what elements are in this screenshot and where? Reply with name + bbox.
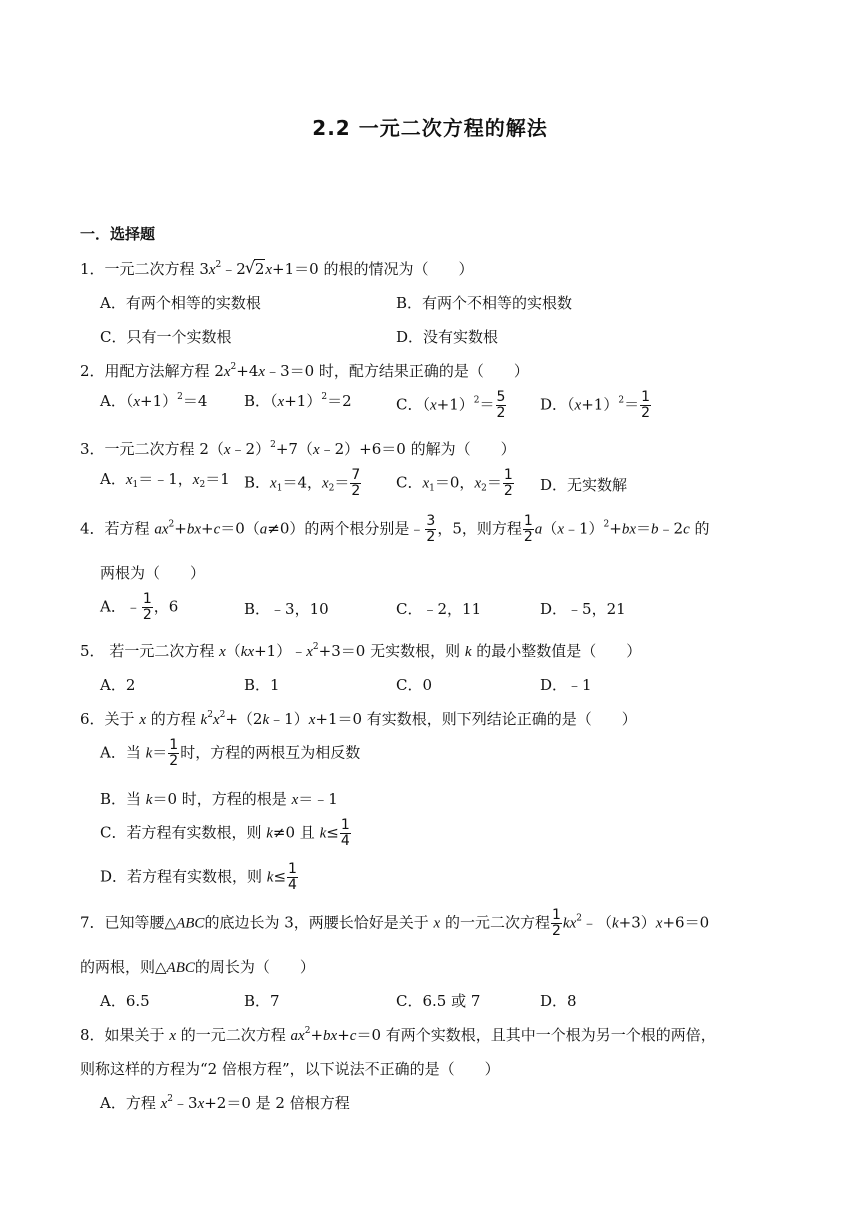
fraction: $\frac{1}{2}$ (169, 737, 179, 769)
q1-option-c: C．只有一个实数根 (100, 328, 232, 346)
page-title: 2.2 一元二次方程的解法 (312, 116, 548, 140)
fraction: $\frac{1}{2}$ (142, 591, 152, 623)
question-7-line-2: 的两根，则△ABC的周长为（ ） (80, 958, 315, 976)
q3-option-d: D．无实数解 (540, 476, 628, 494)
q1-option-d: D．没有实数根 (396, 328, 499, 346)
q7-option-a: A．6.5 (100, 992, 150, 1010)
q2-option-c: C．$(x+1)^2=$ $\frac{5}{2}$ (396, 389, 506, 421)
q4-option-b: B．﹣3，10 (244, 600, 329, 618)
q3-option-c: C．$x_1=0$，$x_2=$ $\frac{1}{2}$ (396, 467, 513, 499)
q5-option-c: C．0 (396, 676, 433, 694)
question-4: 4．若方程 $ax^2+bx+c=0(a\ne 0)$的两个根分别是﹣ $\frac{3}{2}$ ，5，则方程 $\frac{1}{2}$ a（x﹣1）$^2$+bx＝b﹣2c 的 (80, 513, 710, 545)
q1-option-b: B．有两个不相等的实根数 (396, 294, 573, 312)
q6-option-a: A．当 k＝ $\frac{1}{2}$ 时，方程的两根互为相反数 (100, 737, 361, 769)
fraction: $\frac{3}{2}$ (426, 513, 436, 545)
question-8: 8．如果关于 x 的一元二次方程 $ax^2+bx+c=0$ 有两个实数根，且其中一个根为另一个根的两倍， (80, 1026, 716, 1044)
q5-option-d: D．﹣1 (540, 676, 592, 694)
q4-option-a: A．﹣ $\frac{1}{2}$ ，6 (100, 591, 179, 623)
q3-option-b: B．$x_1=4$，$x_2=$ $\frac{7}{2}$ (244, 467, 361, 499)
fraction: $\frac{5}{2}$ (496, 389, 506, 421)
fraction: $\frac{1}{2}$ (641, 389, 650, 421)
q3-option-a: A．$x_1=﹣1$，$x_2=1$ (100, 470, 230, 490)
q8-option-a: A．方程 $x^2﹣3x+2=0$ 是 2 倍根方程 (100, 1094, 350, 1112)
q2-option-d: D．$(x+1)^2=$ $\frac{1}{2}$ (540, 389, 650, 421)
question-7: 7．已知等腰△ABC的底边长为 3，两腰长恰好是关于 x 的一元二次方程 $\frac{1}{2}$ $kx^2﹣(k+3)x+6=0$ (80, 907, 710, 939)
q7-option-c: C．6.5 或 7 (396, 992, 481, 1010)
question-3: 3．一元二次方程 2（x﹣2）$^2$+7（x﹣2）+6＝0 的解为（ ） (80, 440, 516, 458)
fraction: $\frac{1}{2}$ (551, 907, 561, 939)
q2-option-a: A．$(x+1)^2=4$ (100, 392, 208, 410)
question-4-line-2: 两根为（ ） (100, 564, 206, 582)
question-1: 1．一元二次方程 $3x^2﹣2√$ 2x+1＝0 的根的情况为（ ） (80, 258, 473, 279)
fraction: $\frac{1}{4}$ (340, 817, 350, 849)
q4-option-c: C．﹣2，11 (396, 600, 482, 618)
fraction: $\frac{1}{2}$ (503, 467, 513, 499)
q2-option-b: B．$(x+1)^2=2$ (244, 392, 352, 410)
q7-option-b: B．7 (244, 992, 280, 1010)
q6-option-d: D．若方程有实数根，则 k≤ $\frac{1}{4}$ (100, 861, 297, 893)
q6-option-c: C．若方程有实数根，则 k≠0 且 k≤ $\frac{1}{4}$ (100, 817, 350, 849)
question-8-line-2: 则称这样的方程为“2 倍根方程”，以下说法不正确的是（ ） (80, 1060, 500, 1078)
q4-option-d: D．﹣5，21 (540, 600, 626, 618)
sqrt-symbol: √ 2 (246, 260, 266, 278)
fraction: $\frac{1}{4}$ (288, 861, 297, 893)
question-6: 6．关于 x 的方程 $k^2x^2+(2k﹣1)x+1=0$ 有实数根，则下列结论正确的是（ ） (80, 710, 637, 728)
q7-option-d: D．8 (540, 992, 577, 1010)
q5-option-b: B．1 (244, 676, 280, 694)
question-2: 2．用配方法解方程 $2x^2+4x﹣3=0$ 时，配方结果正确的是（ ） (80, 362, 529, 380)
fraction: $\frac{1}{2}$ (523, 513, 533, 545)
question-5: 5． 若一元二次方程 $x(kx+1)﹣x^2+3=0$ 无实数根，则 k 的最小整数值是（ ） (80, 642, 642, 660)
fraction: $\frac{7}{2}$ (351, 467, 361, 499)
q6-option-b: B．当 k＝0 时，方程的根是 x＝﹣1 (100, 790, 338, 808)
section-heading: 一．选择题 (80, 225, 156, 243)
q1-option-a: A．有两个相等的实数根 (100, 294, 261, 312)
q5-option-a: A．2 (100, 676, 136, 694)
